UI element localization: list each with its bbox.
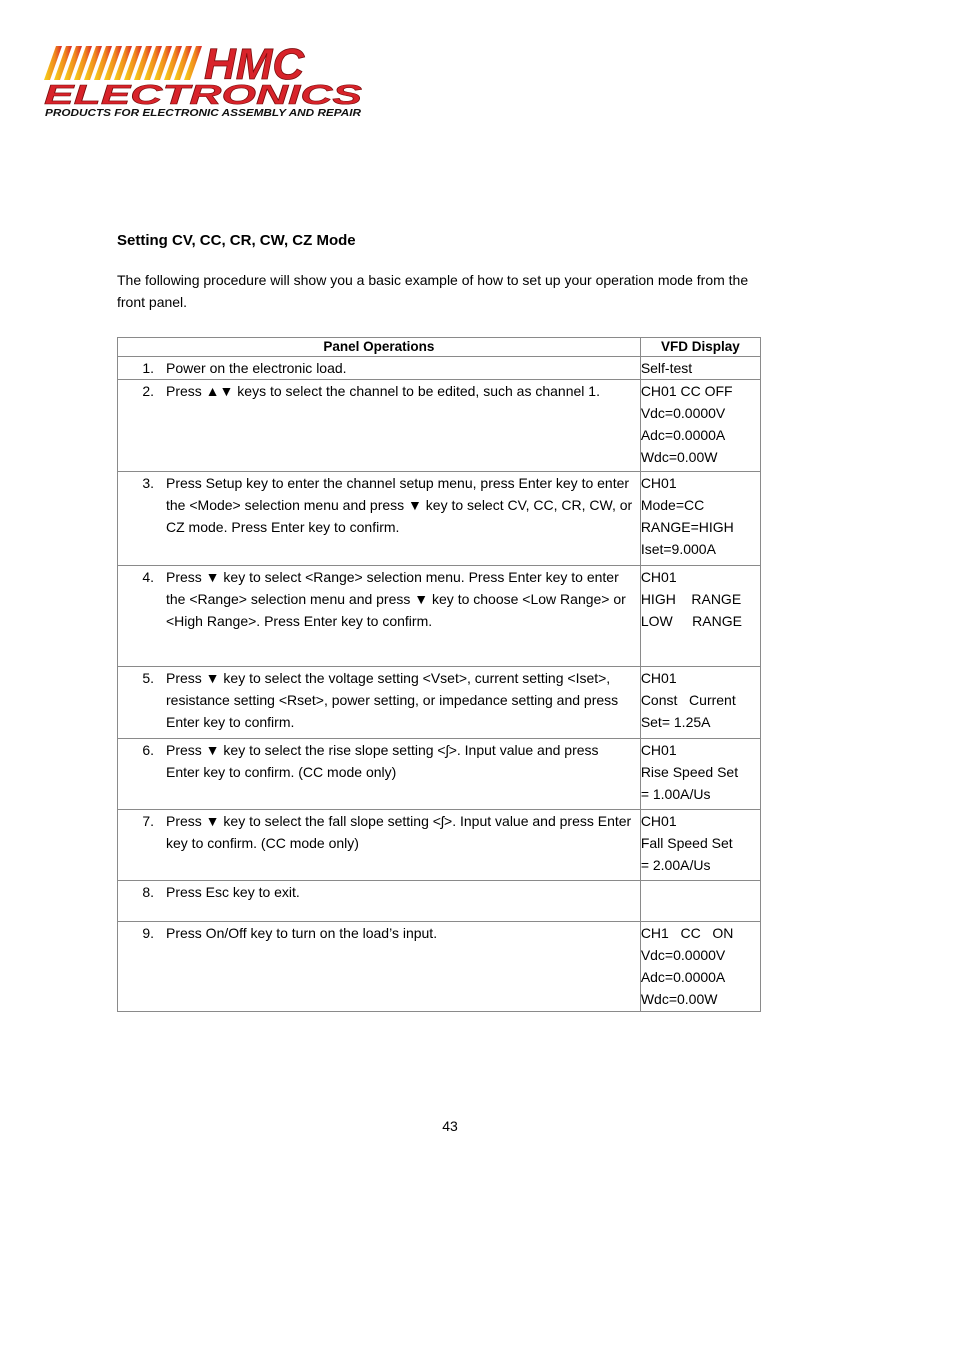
logo-tagline: PRODUCTS FOR ELECTRONIC ASSEMBLY AND REPAIR [45,108,362,118]
step-text: Press ▼ key to select the fall slope setting <ʃ>. Input value and press Enter key to confirm. (CC mode only) [166,813,632,851]
step-text: Press ▲▼ keys to select the channel to be edited, such as channel 1. [166,383,600,399]
step-text: Press On/Off key to turn on the load’s input. [166,925,438,941]
section-heading: Setting CV, CC, CR, CW, CZ Mode [117,232,356,249]
header-vfd-display: VFD Display [640,338,760,357]
step-number: 7. [142,813,154,829]
table-header-row [118,338,761,357]
table-row [118,667,761,739]
logo-electronics-text: ELECTRONICS [44,79,363,110]
panel-operations-table [117,337,761,1012]
header-panel-operations: Panel Operations [118,338,641,357]
vfd-display-text: CH01 CC OFF Vdc=0.0000V Adc=0.0000A Wdc=0.00W [640,383,733,465]
step-number: 1. [142,360,154,376]
vfd-display-text: CH01 Const Current Set= 1.25A [640,670,736,730]
step-number: 5. [142,670,154,686]
table-row [118,357,761,380]
table-row [118,881,761,922]
table-row [118,922,761,1012]
vfd-display-text: CH01 Fall Speed Set = 2.00A/Us [640,813,733,873]
step-number: 3. [142,475,154,491]
page-number: 43 [442,1118,458,1134]
vfd-display-text: CH01 HIGH RANGE LOW RANGE [640,569,742,629]
table-row [118,566,761,667]
logo-hmc-text: HMC [204,42,305,89]
step-number: 2. [142,383,154,399]
table-row [118,472,761,566]
step-text: Press Esc key to exit. [166,884,300,900]
vfd-display-text: Self-test [640,360,693,376]
step-text: Press ▼ key to select the rise slope setting <ʃ>. Input value and press Enter key to confirm. (CC mode only) [166,742,599,780]
vfd-display-text: CH01 Rise Speed Set = 1.00A/Us [640,742,739,802]
step-number: 6. [142,742,154,758]
vfd-display-text: CH1 CC ON Vdc=0.0000V Adc=0.0000A Wdc=0.00W [640,925,734,1007]
step-number: 8. [142,884,154,900]
step-text: Press ▼ key to select <Range> selection menu. Press Enter key to enter the <Range> selection menu and press ▼ key to choose <Low Range> or <High Range>. Press Enter key to confirm. [166,569,626,629]
table-row [118,810,761,881]
table-row [118,380,761,472]
intro-paragraph: The following procedure will show you a basic example of how to set up your operation mode from the front panel. [117,272,749,310]
vfd-display-text: CH01 Mode=CC RANGE=HIGH Iset=9.000A [640,475,734,557]
step-text: Press Setup key to enter the channel setup menu, press Enter key to enter the <Mode> selection menu and press ▼ key to select CV, CC, CR, CW, or CZ mode. Press Enter key to confirm. [166,475,633,535]
step-number: 4. [142,569,154,585]
table-row [118,739,761,810]
hmc-electronics-logo [42,42,366,118]
step-text: Power on the electronic load. [166,360,347,376]
step-number: 9. [142,925,154,941]
step-text: Press ▼ key to select the voltage setting <Vset>, current setting <Iset>, resistance setting <Rset>, power setting, or impedance setting and press Enter key to confirm. [166,670,619,730]
